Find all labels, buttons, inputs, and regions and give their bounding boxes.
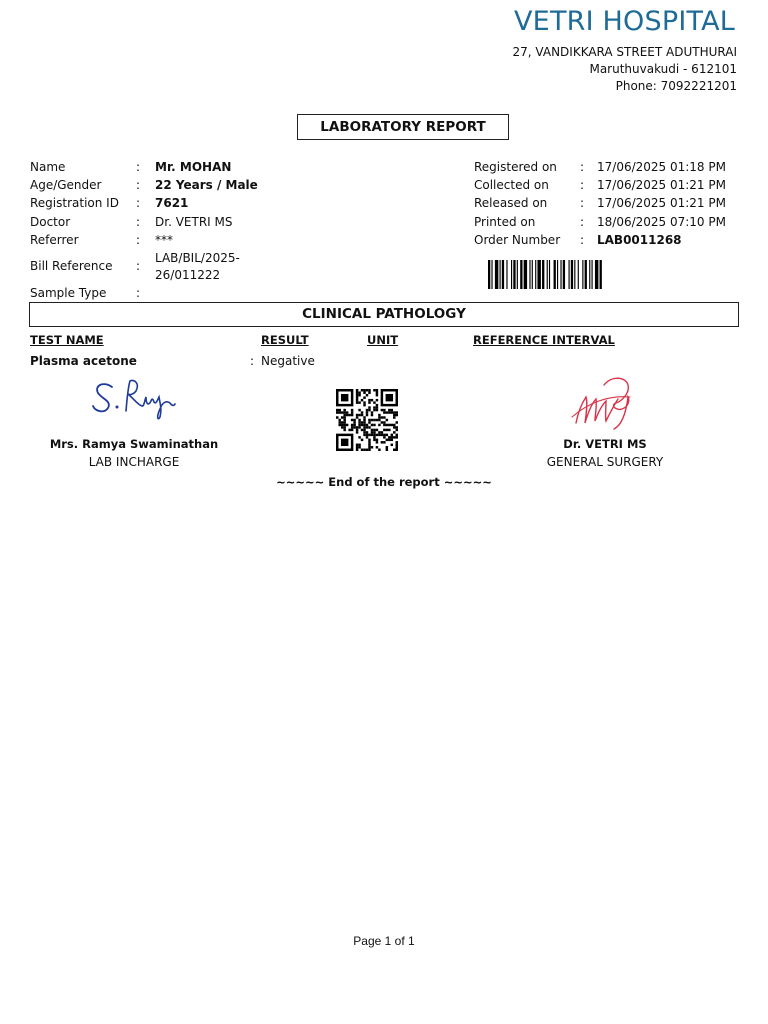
collected-on-value: 17/06/2025 01:21 PM xyxy=(597,178,726,192)
registration-id-label: Registration ID xyxy=(30,196,119,210)
printed-on-label: Printed on xyxy=(474,215,536,229)
result-colon: : xyxy=(250,354,255,368)
col-header-reference-interval: REFERENCE INTERVAL xyxy=(473,333,615,347)
result-cell: Negative xyxy=(261,354,315,368)
collected-on-label: Collected on xyxy=(474,178,549,192)
qr-code xyxy=(334,389,400,451)
lab-incharge-name: Mrs. Ramya Swaminathan xyxy=(49,437,219,451)
age-gender-label: Age/Gender xyxy=(30,178,102,192)
doctor-colon: : xyxy=(136,215,141,229)
age-gender-value: 22 Years / Male xyxy=(155,178,258,192)
registered-on-value: 17/06/2025 01:18 PM xyxy=(597,160,726,174)
name-value: Mr. MOHAN xyxy=(155,160,232,174)
registered-on-colon: : xyxy=(580,160,585,174)
col-header-result: RESULT xyxy=(261,333,309,347)
hospital-address-line2: Maruthuvakudi - 612101 xyxy=(589,62,737,76)
registered-on-label: Registered on xyxy=(474,160,557,174)
report-title: LABORATORY REPORT xyxy=(297,114,509,140)
bill-reference-value-line1: LAB/BIL/2025- xyxy=(155,251,240,265)
hospital-name: VETRI HOSPITAL xyxy=(514,6,735,37)
printed-on-value: 18/06/2025 07:10 PM xyxy=(597,215,726,229)
referrer-label: Referrer xyxy=(30,233,79,247)
bill-reference-value-line2: 26/011222 xyxy=(155,268,221,282)
test-name-cell: Plasma acetone xyxy=(30,354,137,368)
bill-reference-label: Bill Reference xyxy=(30,259,113,273)
order-number-value: LAB0011268 xyxy=(597,233,682,247)
hospital-phone: Phone: 7092221201 xyxy=(615,79,737,93)
order-barcode xyxy=(488,260,648,289)
released-on-value: 17/06/2025 01:21 PM xyxy=(597,196,726,210)
order-number-label: Order Number xyxy=(474,233,561,247)
doctor-value: Dr. VETRI MS xyxy=(155,215,233,229)
col-header-test-name: TEST NAME xyxy=(30,333,104,347)
printed-on-colon: : xyxy=(580,215,585,229)
doctor-signature xyxy=(568,373,638,433)
bill-reference-colon: : xyxy=(136,259,141,273)
lab-incharge-role: LAB INCHARGE xyxy=(88,455,180,469)
released-on-label: Released on xyxy=(474,196,548,210)
doctor-department: GENERAL SURGERY xyxy=(546,455,664,469)
doctor-name: Dr. VETRI MS xyxy=(563,437,647,451)
name-colon: : xyxy=(136,160,141,174)
col-header-unit: UNIT xyxy=(367,333,399,347)
registration-id-value: 7621 xyxy=(155,196,189,210)
registration-id-colon: : xyxy=(136,196,141,210)
age-gender-colon: : xyxy=(136,178,141,192)
referrer-colon: : xyxy=(136,233,141,247)
page-number: Page 1 of 1 xyxy=(353,934,415,948)
order-number-colon: : xyxy=(580,233,585,247)
doctor-label: Doctor xyxy=(30,215,71,229)
hospital-address-line1: 27, VANDIKKARA STREET ADUTHURAI xyxy=(512,45,737,59)
referrer-value: *** xyxy=(155,233,173,247)
sample-type-colon: : xyxy=(136,286,141,300)
collected-on-colon: : xyxy=(580,178,585,192)
section-title: CLINICAL PATHOLOGY xyxy=(29,302,739,327)
name-label: Name xyxy=(30,160,66,174)
released-on-colon: : xyxy=(580,196,585,210)
lab-incharge-signature xyxy=(90,373,182,425)
end-of-report: ~~~~~ End of the report ~~~~~ xyxy=(276,475,492,489)
sample-type-label: Sample Type xyxy=(30,286,107,300)
